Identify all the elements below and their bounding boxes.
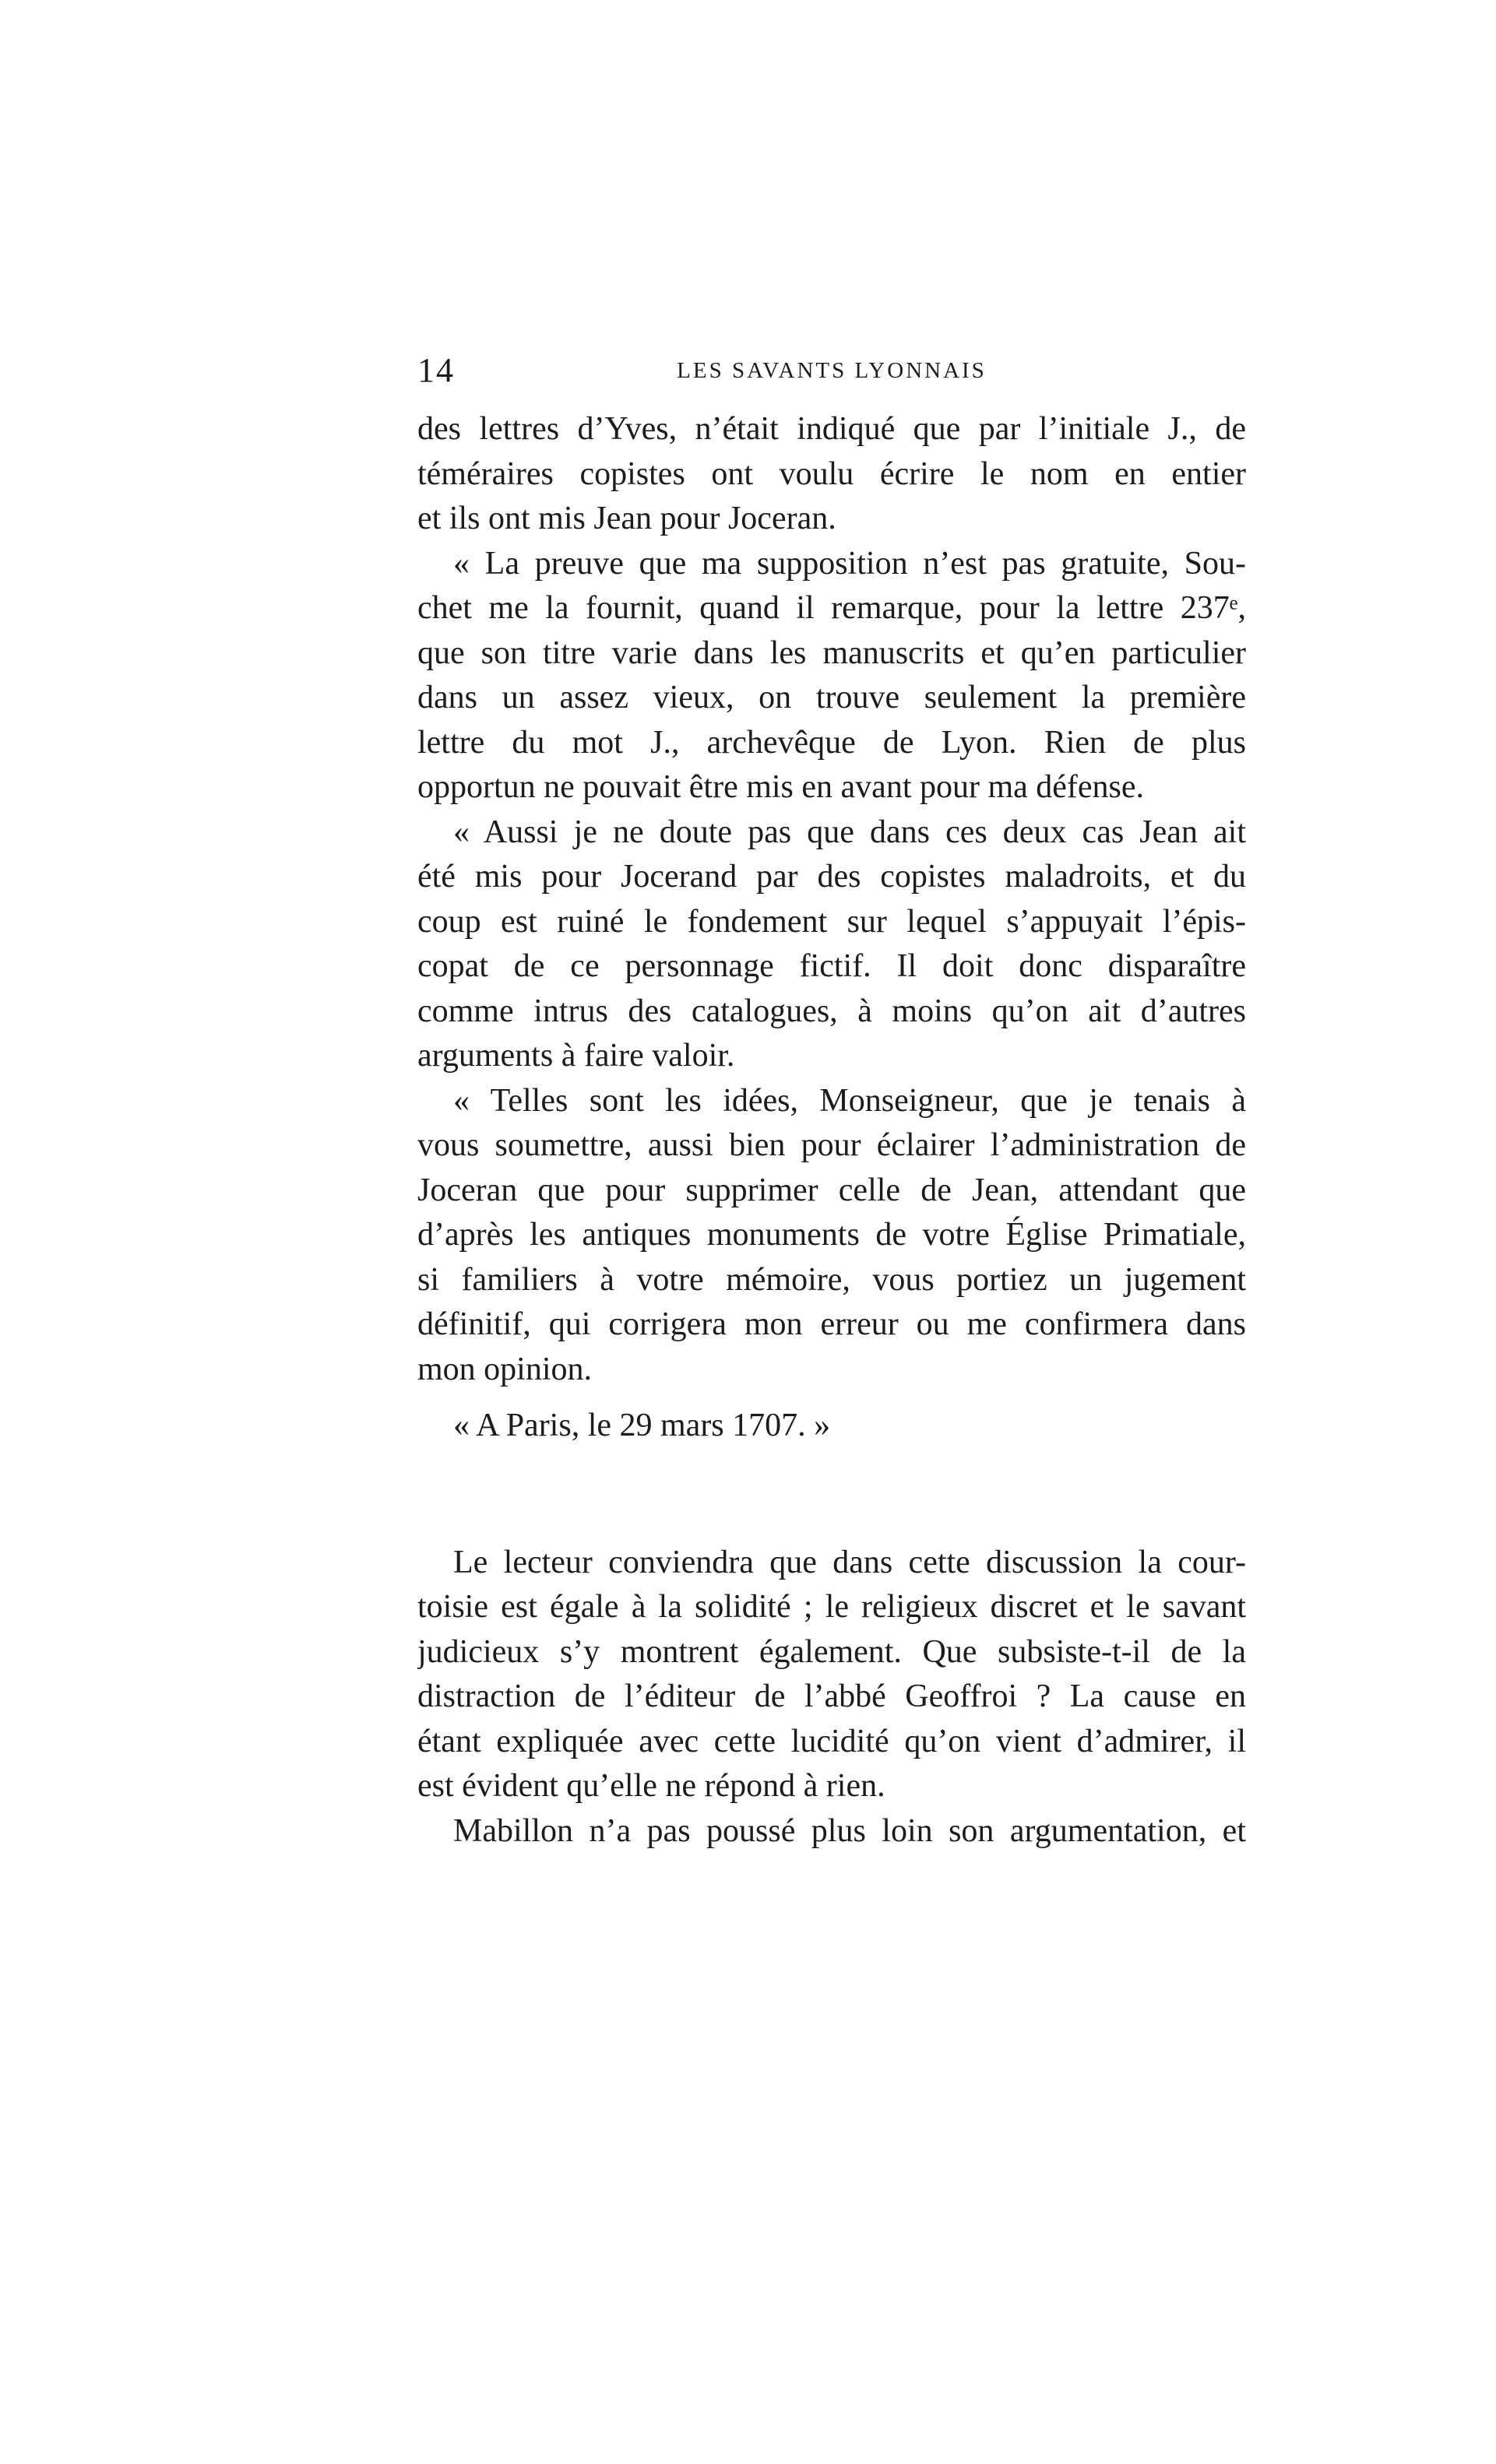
running-head xyxy=(417,347,1246,394)
text-line: vous soumettre, aussi bien pour éclairer l’administration de xyxy=(417,1127,1246,1163)
text-line: « Aussi je ne doute pas que dans ces deux cas Jean ait xyxy=(453,814,1246,850)
text-line: distraction de l’éditeur de l’abbé Geoffroi ? La cause en xyxy=(417,1678,1246,1714)
page-number: 14 xyxy=(417,351,455,389)
text-line: Joceran que pour supprimer celle de Jean, attendant que xyxy=(417,1172,1246,1208)
text-line: lettre du mot J., archevêque de Lyon. Rien de plus xyxy=(417,724,1246,761)
text-line: comme intrus des catalogues, à moins qu’on ait d’autres xyxy=(417,993,1246,1029)
text-line: et ils ont mis Jean pour Joceran. xyxy=(417,501,836,536)
text-line: « Telles sont les idées, Monseigneur, que je tenais à xyxy=(453,1082,1246,1119)
text-line: chet me la fournit, quand il remarque, pour la lettre 237ᵉ, xyxy=(417,590,1246,626)
text-line: Mabillon n’a pas poussé plus loin son argumentation, et xyxy=(453,1812,1246,1849)
text-line: d’après les antiques monuments de votre Église Primatiale, xyxy=(417,1217,1246,1253)
text-line: dans un assez vieux, on trouve seulement la première xyxy=(417,680,1246,715)
text-line: « La preuve que ma supposition n’est pas gratuite, Sou- xyxy=(453,545,1246,582)
text-line: Le lecteur conviendra que dans cette discussion la cour- xyxy=(453,1544,1246,1580)
text-line: copat de ce personnage fictif. Il doit donc disparaître xyxy=(417,948,1246,984)
section-gap xyxy=(417,1449,1246,1541)
text-line: opportun ne pouvait être mis en avant pour ma défense. xyxy=(417,769,1145,805)
text-line: toisie est égale à la solidité ; le religieux discret et le savant xyxy=(417,1589,1246,1625)
text-line: été mis pour Jocerand par des copistes maladroits, et du xyxy=(417,859,1246,895)
text-line: que son titre varie dans les manuscrits et qu’en particulier xyxy=(417,634,1246,671)
text-line: des lettres d’Yves, n’était indiqué que par l’initiale J., de xyxy=(417,411,1246,447)
text-line: est évident qu’elle ne répond à rien. xyxy=(417,1768,885,1804)
text-line: coup est ruiné le fondement sur lequel s’appuyait l’épis- xyxy=(417,903,1246,940)
letter-date: « A Paris, le 29 mars 1707. » xyxy=(453,1408,831,1443)
text-line: judicieux s’y montrent également. Que subsiste-t-il de la xyxy=(417,1633,1246,1670)
text-line: définitif, qui corrigera mon erreur ou me confirmera dans xyxy=(417,1306,1246,1342)
text-line: si familiers à votre mémoire, vous portiez un jugement xyxy=(417,1261,1246,1298)
body-text xyxy=(417,407,1246,1854)
text-line: arguments à faire valoir. xyxy=(417,1038,735,1074)
text-line: téméraires copistes ont voulu écrire le nom en entier xyxy=(417,455,1246,492)
text-line: mon opinion. xyxy=(417,1351,593,1387)
text-line: étant expliquée avec cette lucidité qu’on vient d’admirer, il xyxy=(417,1723,1246,1759)
running-title: LES SAVANTS LYONNAIS xyxy=(677,358,987,383)
